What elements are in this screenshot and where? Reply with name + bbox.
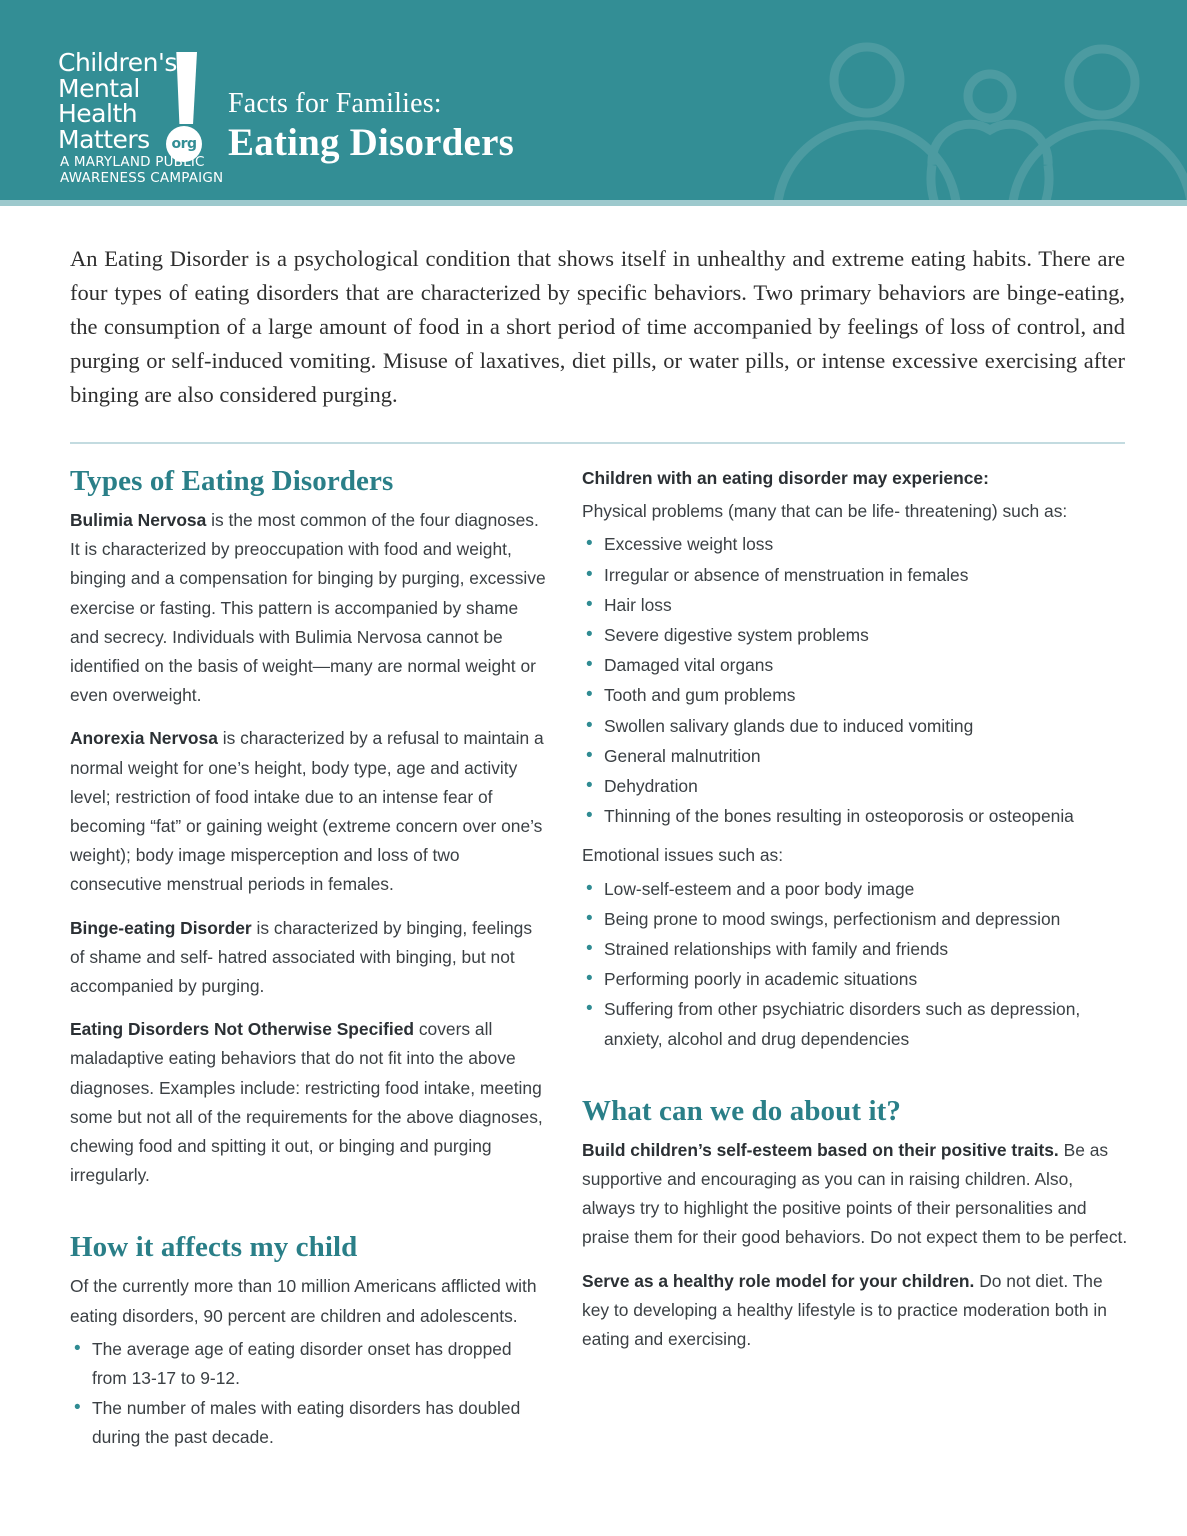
advice-paragraph-build-self-esteem [582, 1136, 1129, 1253]
intro-paragraph: An Eating Disorder is a psychological condition that shows itself in unhealthy and extreme eating habits. There are four types of eating disorders that are characterized by specific behaviors. Two primary behaviors are binge-eating, the consumption of a large amount of food in a short period of time accompanied by feelings of loss of control, and purging or self-induced vomiting. Misuse of laxatives, diet pills, or water pills, or intense excessive exercising after binging are also considered purging. [70, 246, 1125, 407]
advice-text-role-model: Do not diet. The key to developing a healthy lifestyle is to practice moderation both in eating and exercising. [582, 1270, 1107, 1350]
logo-tagline [60, 154, 224, 186]
logo-tagline-line-2: AWARENESS CAMPAIGN [60, 170, 224, 186]
heading-what-can-we-do-about-it: What can we do about it? [582, 1094, 902, 1127]
physical-problems-intro: Physical problems (many that can be life- threatening) such as: [582, 501, 1068, 522]
affects-bullet-list [70, 1335, 550, 1453]
header-titles [228, 88, 514, 166]
advice-text-build-self-esteem: Be as supportive and encouraging as you can in raising children. Also, always try to highlight the positive points of their personalities and praise them for their good behaviors. Do not expect them to be perfect. [582, 1139, 1128, 1248]
list-item: • Irregular or absence of menstruation in females [582, 561, 1129, 590]
logo-wordmark [58, 50, 178, 152]
exclamation-mark-icon [175, 52, 197, 124]
section-divider [70, 442, 1125, 444]
org-badge-label: org [171, 136, 197, 152]
list-item: • Excessive weight loss [582, 530, 1129, 559]
header-accent-line [0, 200, 1187, 206]
list-item: • Thinning of the bones resulting in osteoporosis or osteopenia [582, 802, 1129, 831]
list-item: • Being prone to mood swings, perfectionism and depression [582, 905, 1129, 934]
list-item: • The number of males with eating disorders has doubled during the past decade. [70, 1394, 550, 1452]
type-paragraph-anorexia [70, 724, 550, 899]
list-item: • Swollen salivary glands due to induced vomiting [582, 712, 1129, 741]
type-term-bulimia: Bulimia Nervosa [70, 510, 207, 530]
logo-line-4: Matters [58, 124, 150, 154]
page-title: Eating Disorders [228, 121, 514, 164]
affects-intro-paragraph: Of the currently more than 10 million Americans afflicted with eating disorders, 90 percent are children and adolescents. [70, 1276, 537, 1326]
emotional-issues-intro: Emotional issues such as: [582, 845, 784, 866]
right-column [582, 464, 1129, 1463]
list-item: • Suffering from other psychiatric disorders such as depression, anxiety, alcohol and drug dependencies [582, 995, 1129, 1053]
logo-line-2: Mental [58, 73, 140, 103]
list-item: • Dehydration [582, 772, 1129, 801]
heading-types-of-eating-disorders: Types of Eating Disorders [70, 465, 394, 497]
type-text-ednos: covers all maladaptive eating behaviors that do not fit into the above diagnoses. Examples include: restricting food intake, meeting some but not all of the requirements for the above diagnoses, chewing food and spitting it out, or binging and purging irregularly. [70, 1019, 543, 1186]
advice-paragraph-role-model [582, 1267, 1129, 1355]
experience-heading-text: Children with an eating disorder may experience: [582, 468, 989, 488]
left-column [70, 464, 582, 1463]
header-kicker: Facts for Families: [228, 88, 442, 119]
content-columns [0, 464, 1187, 1463]
physical-problems-list [582, 530, 1129, 831]
type-text-anorexia: is characterized by a refusal to maintain a normal weight for one’s height, body type, age and activity level; restriction of food intake due to an intense fear of becoming “fat” or gaining weight (extreme concern over one’s weight); body image misperception and loss of two consecutive menstrual periods in females. [70, 728, 544, 895]
type-paragraph-ednos [70, 1015, 550, 1190]
list-item: • General malnutrition [582, 742, 1129, 771]
logo-line-3: Health [58, 99, 138, 128]
type-term-ednos: Eating Disorders Not Otherwise Specified [70, 1019, 415, 1040]
type-term-binge-eating: Binge-eating Disorder [70, 917, 252, 938]
logo-line-1: Children's [58, 48, 177, 77]
type-paragraph-binge-eating [70, 914, 550, 1002]
type-term-anorexia: Anorexia Nervosa [70, 728, 218, 749]
list-item: • Tooth and gum problems [582, 681, 1129, 710]
page-header [0, 0, 1187, 200]
type-paragraph-bulimia [70, 506, 550, 710]
list-item: • The average age of eating disorder onset has dropped from 13-17 to 9-12. [70, 1335, 550, 1393]
logo-tagline-line-1: A MARYLAND PUBLIC [60, 154, 205, 170]
list-item: • Performing poorly in academic situations [582, 965, 1129, 994]
list-item: • Strained relationships with family and friends [582, 935, 1129, 964]
list-item: • Damaged vital organs [582, 651, 1129, 680]
list-item: • Hair loss [582, 591, 1129, 620]
advice-lead-build-self-esteem: Build children’s self-esteem based on their positive traits. [582, 1139, 1059, 1160]
advice-lead-role-model: Serve as a healthy role model for your children. [582, 1270, 975, 1291]
type-text-bulimia: is the most common of the four diagnoses. It is characterized by preoccupation with food and weight, binging and a compensation for binging by purging, excessive exercise or fasting. This pattern is accompanied by shame and secrecy. Individuals with Bulimia Nervosa cannot be identified on the basis of weight—many are normal weight or even overweight. [70, 510, 546, 706]
emotional-issues-list [582, 875, 1129, 1054]
cmhm-logo [58, 48, 224, 186]
type-text-binge-eating: is characterized by binging, feelings of shame and self- hatred associated with binging, but not accompanied by purging. [70, 917, 533, 997]
list-item: • Severe digestive system problems [582, 621, 1129, 650]
family-figures-outline-graphic [747, 0, 1187, 200]
heading-children-may-experience [582, 464, 1129, 493]
list-item: • Low-self-esteem and a poor body image [582, 875, 1129, 904]
heading-how-it-affects-my-child: How it affects my child [70, 1231, 358, 1264]
